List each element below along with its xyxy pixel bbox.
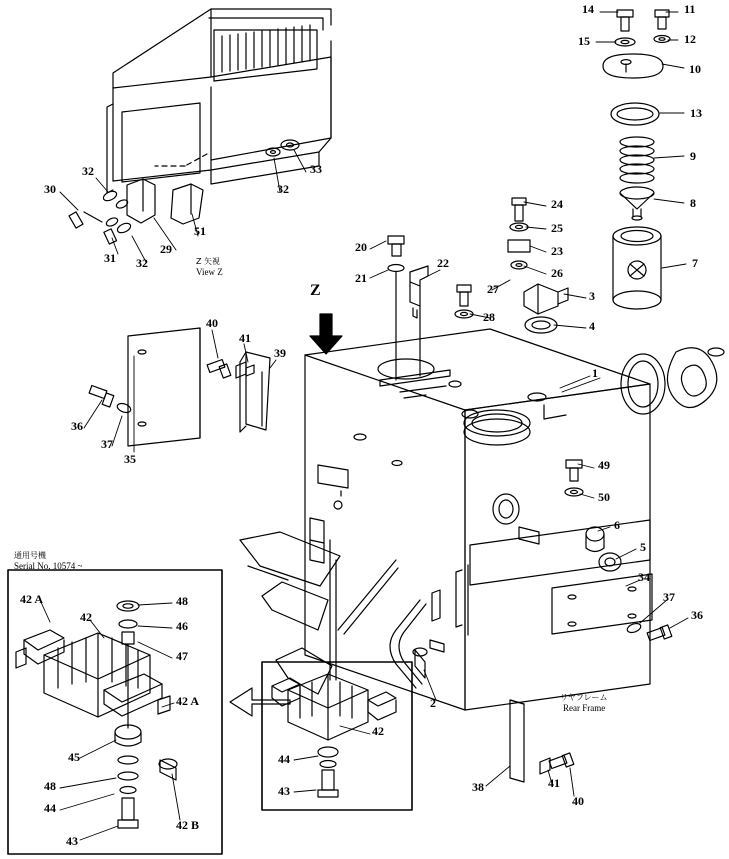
tank-front-details [310,465,539,678]
callout-32-b: 32 [277,182,289,196]
parts-40-41-lower [540,753,574,774]
callout-3: 3 [589,289,595,303]
callout-42b: 42 B [176,818,200,832]
part-38-bracket [510,700,524,782]
part-11-bolt [655,10,669,29]
callout-11: 11 [684,2,696,16]
callout-5: 5 [640,540,646,554]
callout-20: 20 [355,240,367,254]
callout-44-b: 44 [278,752,290,766]
parts-20-22-valve [388,236,428,380]
bracket-29-51 [127,179,203,224]
callout-42-b: 42 [372,724,384,738]
callout-39: 39 [274,346,286,360]
view-z-arrow [310,314,342,354]
callout-43-a: 43 [66,834,78,848]
callout-37-a: 37 [101,437,113,451]
callout-36-a: 36 [71,419,83,433]
leader-lines [40,12,688,840]
callout-44-a: 44 [44,801,56,815]
callout-49: 49 [598,458,610,472]
part-8-valve [620,187,654,220]
callout-7: 7 [692,256,698,270]
inset-transfer-arrow [230,688,290,716]
serial-note-jp: 通用号機 [14,551,46,560]
cab-hood-assembly [107,9,331,193]
part-33-washers [266,140,299,156]
callout-14: 14 [582,2,594,16]
serial-note-en: Serial No. 10574 ~ [14,561,83,571]
callout-41-a: 41 [239,331,251,345]
callout-42a-2: 42 A [176,694,200,708]
tank-top-openings [354,359,546,466]
callout-24: 24 [551,197,563,211]
tank-filler-flange [667,348,724,408]
callout-8: 8 [690,196,696,210]
callout-9: 9 [690,149,696,163]
callout-23: 23 [551,244,563,258]
parts-49-50 [565,460,583,496]
rear-frame-en: Rear Frame [563,703,606,713]
callout-6: 6 [614,518,620,532]
part-13-oring [611,103,659,125]
callout-33: 33 [310,162,322,176]
callout-32-a: 32 [82,164,94,178]
callout-43-b: 43 [278,784,290,798]
callout-40-a: 40 [206,316,218,330]
parts-36-37-right [626,622,672,641]
callout-47: 47 [176,649,188,663]
tank-filler-oring [621,354,665,414]
callout-45: 45 [68,750,80,764]
part-39-bracket [240,352,270,432]
part-40-41-bolts [207,360,254,379]
callout-42a-1: 42 A [20,592,44,606]
callout-21: 21 [355,271,367,285]
callout-27: 27 [487,282,499,296]
callout-4: 4 [589,319,595,333]
callout-48-a: 48 [176,594,188,608]
rear-frame-jp: リヤフレーム [560,693,608,702]
callout-34: 34 [638,570,650,584]
view-z-marker: Z [310,282,321,299]
part-3-fitting [524,284,568,314]
callout-46: 46 [176,619,188,633]
callout-50: 50 [598,490,610,504]
callout-31: 31 [104,251,116,265]
chassis-frame-sketch [240,532,426,694]
callout-40-b: 40 [572,794,584,808]
callout-38: 38 [472,780,484,794]
callout-42-a: 42 [80,610,92,624]
callout-10: 10 [689,62,701,76]
callout-15: 15 [578,34,590,48]
view-z-note-en: View Z [196,267,223,277]
callout-48-b: 48 [44,779,56,793]
part-34-plate [552,574,652,634]
part-31-bolt [104,229,117,244]
control-valve-assembly-left [16,601,177,828]
part-12-washer [654,36,670,43]
part-9-spring [620,137,654,183]
part-35-cover-plate [128,328,200,446]
hydraulic-tank-body [305,329,650,710]
part-15-washer [615,38,635,46]
part-1-tank-callout-bracket [544,405,566,419]
callout-30: 30 [44,182,56,196]
callout-37-b: 37 [663,590,675,604]
callout-28: 28 [483,310,495,324]
tank-right-side-cover [470,520,650,585]
callout-51: 51 [194,224,206,238]
callout-41-b: 41 [548,776,560,790]
callout-22: 22 [437,256,449,270]
callout-35: 35 [124,452,136,466]
callout-1: 1 [592,366,598,380]
part-7-filter-element [613,227,661,309]
part-4-washer [525,317,557,333]
part-10-cover [603,54,663,78]
parts-24-28-column [455,198,530,318]
callout-32-c: 32 [136,256,148,270]
callout-36-b: 36 [691,608,703,622]
callout-25: 25 [551,221,563,235]
callout-13: 13 [690,106,702,120]
callout-26: 26 [551,266,563,280]
callout-2: 2 [430,696,436,710]
callout-12: 12 [684,32,696,46]
callout-29: 29 [160,242,172,256]
part-14-bolt [617,10,633,31]
part-30-bolt [69,212,102,228]
view-z-note-jp: Z 矢視 [196,257,221,266]
